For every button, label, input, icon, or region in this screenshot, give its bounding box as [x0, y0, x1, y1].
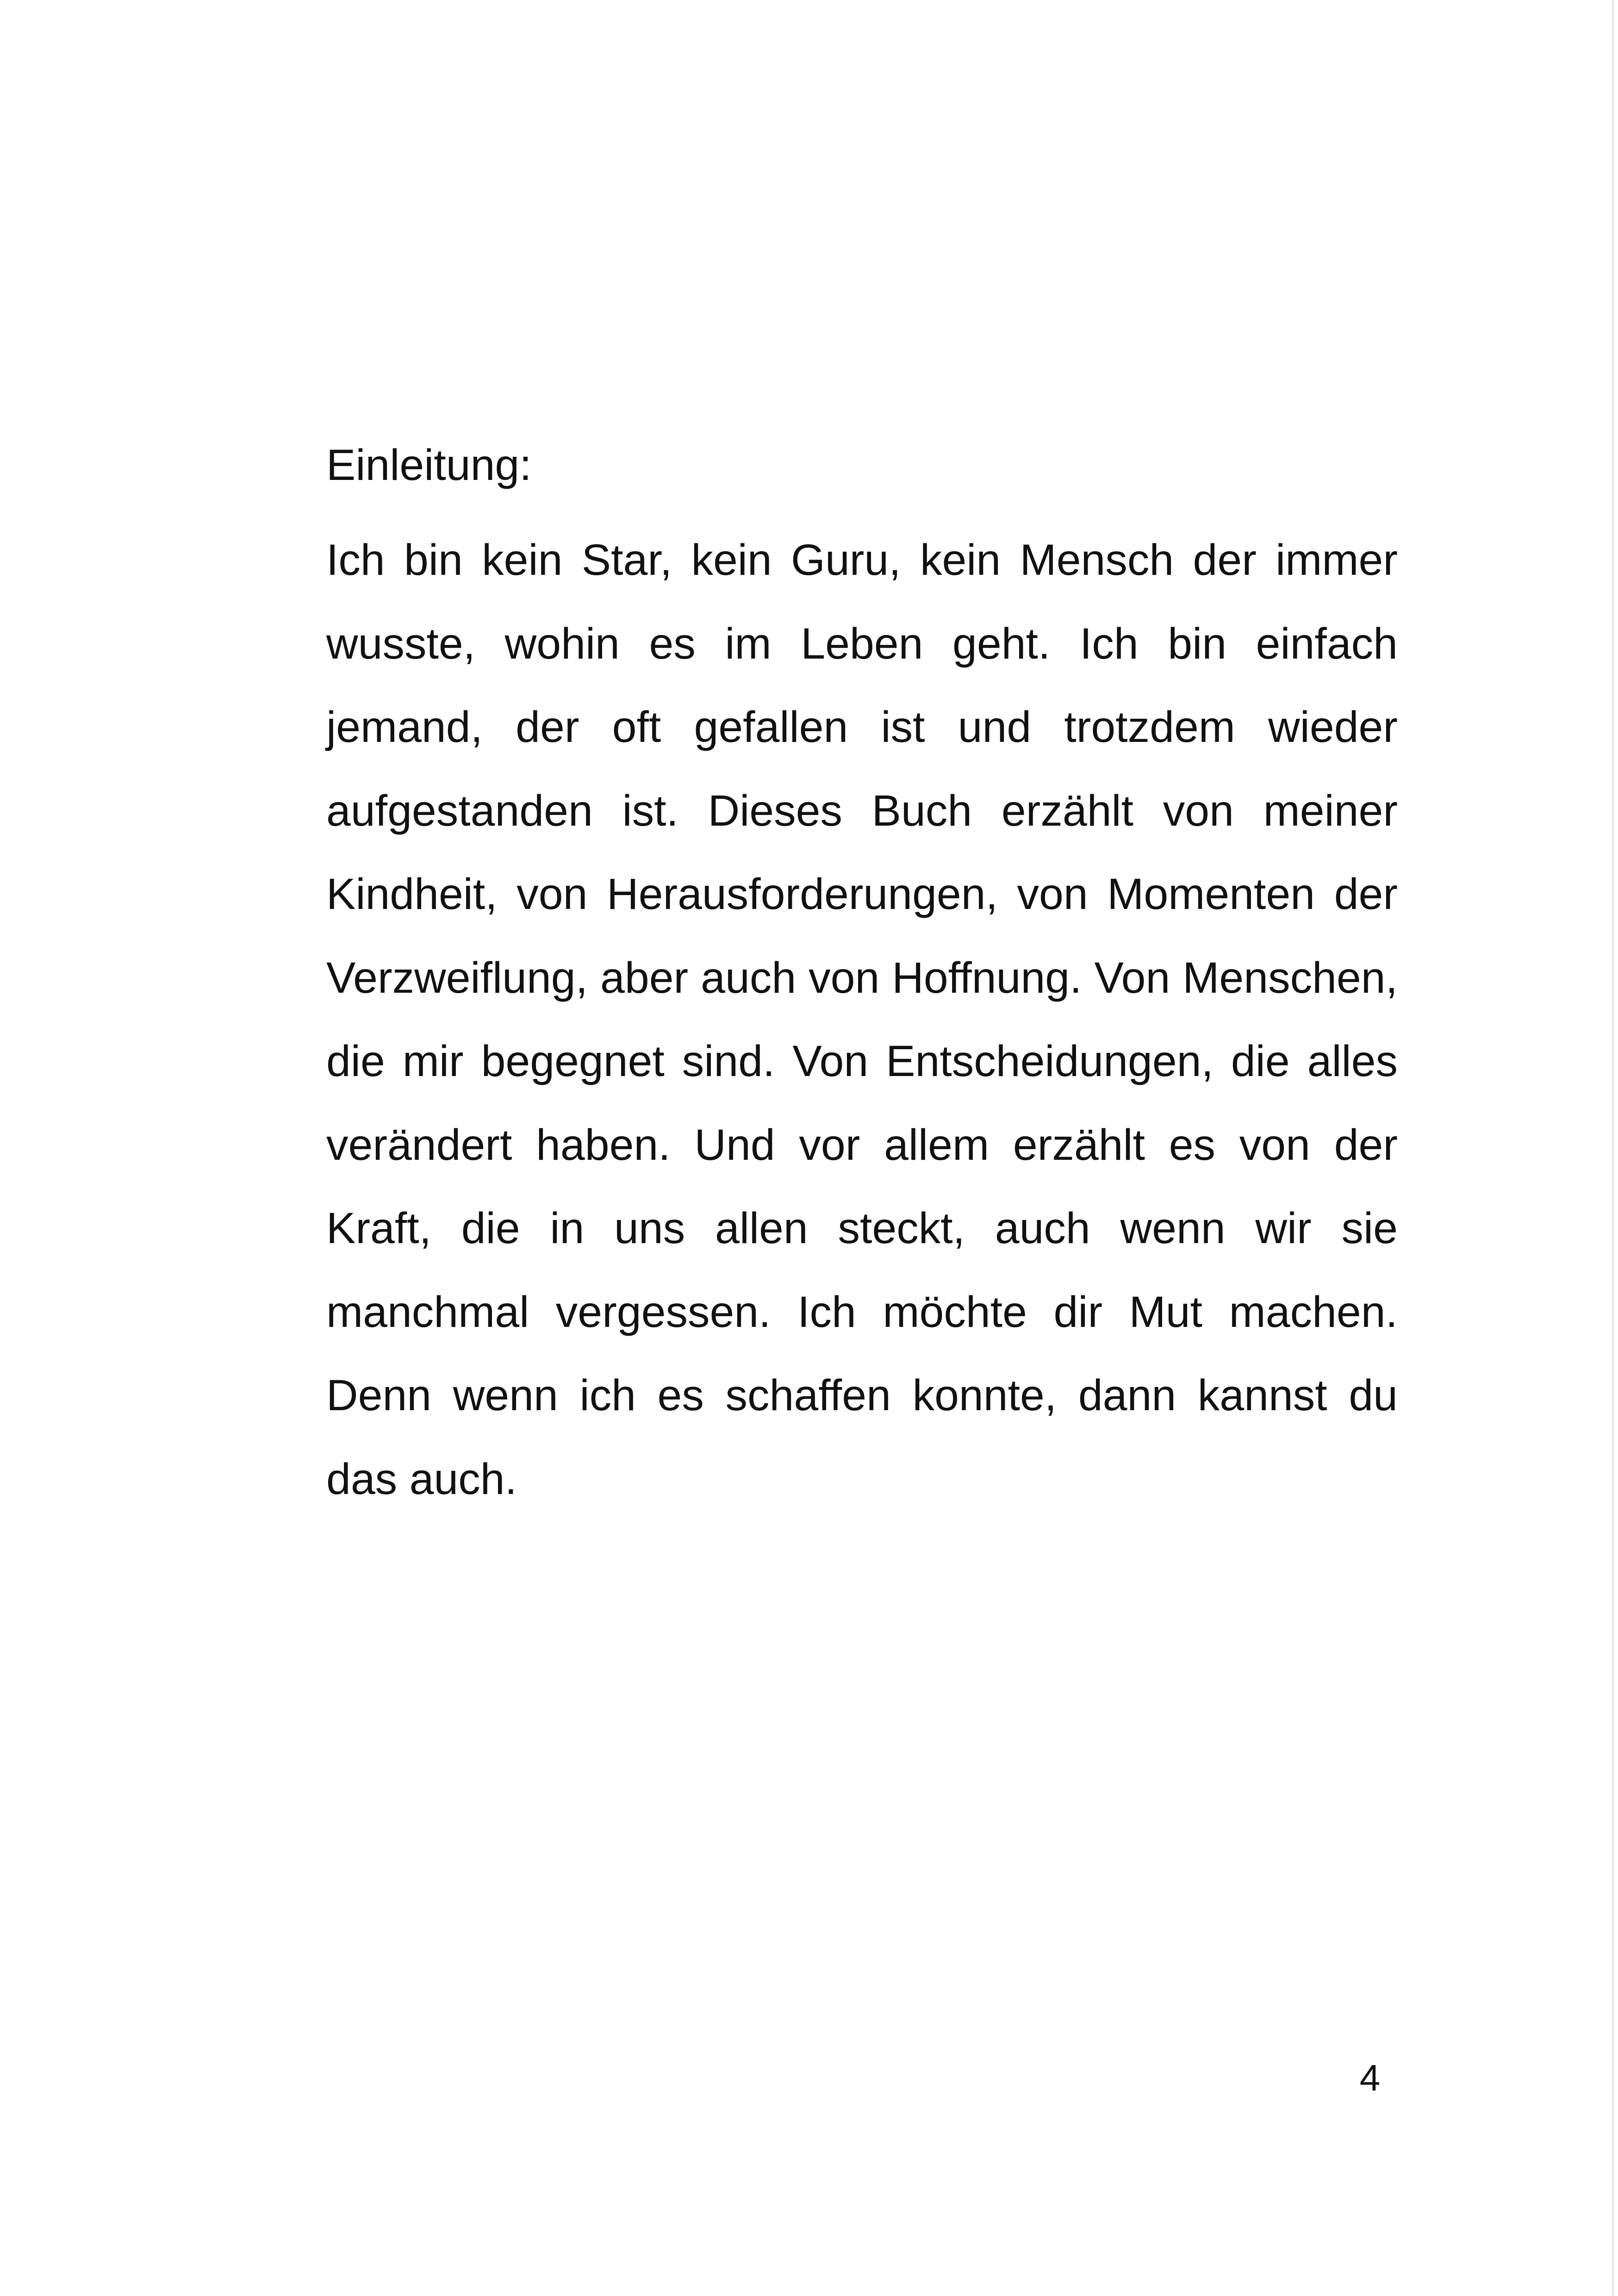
page-edge-divider — [1612, 0, 1614, 2296]
section-heading: Einleitung: — [326, 441, 532, 490]
page-content — [326, 435, 1398, 1521]
body-paragraph: Ich bin kein Star, kein Guru, kein Mensch der immer wusste, wohin es im Leben geht. Ich bin einfach jemand, der oft gefallen ist und trotzdem wieder aufgestanden ist. Dieses Buch erzählt von meiner Kindheit, von Herausforderungen, von Momenten der Verzweiflung, aber auch von Hoffnung. Von Menschen, die mir begegnet sind. Von Entscheidungen, die alles verändert haben. Und vor allem erzählt es von der Kraft, die in uns allen steckt, auch wenn wir sie manchmal vergessen. Ich möchte dir Mut machen. Denn wenn ich es schaffen konnte, dann kannst du das auch. — [326, 535, 1398, 1504]
page-number: 4 — [1359, 2057, 1381, 2098]
